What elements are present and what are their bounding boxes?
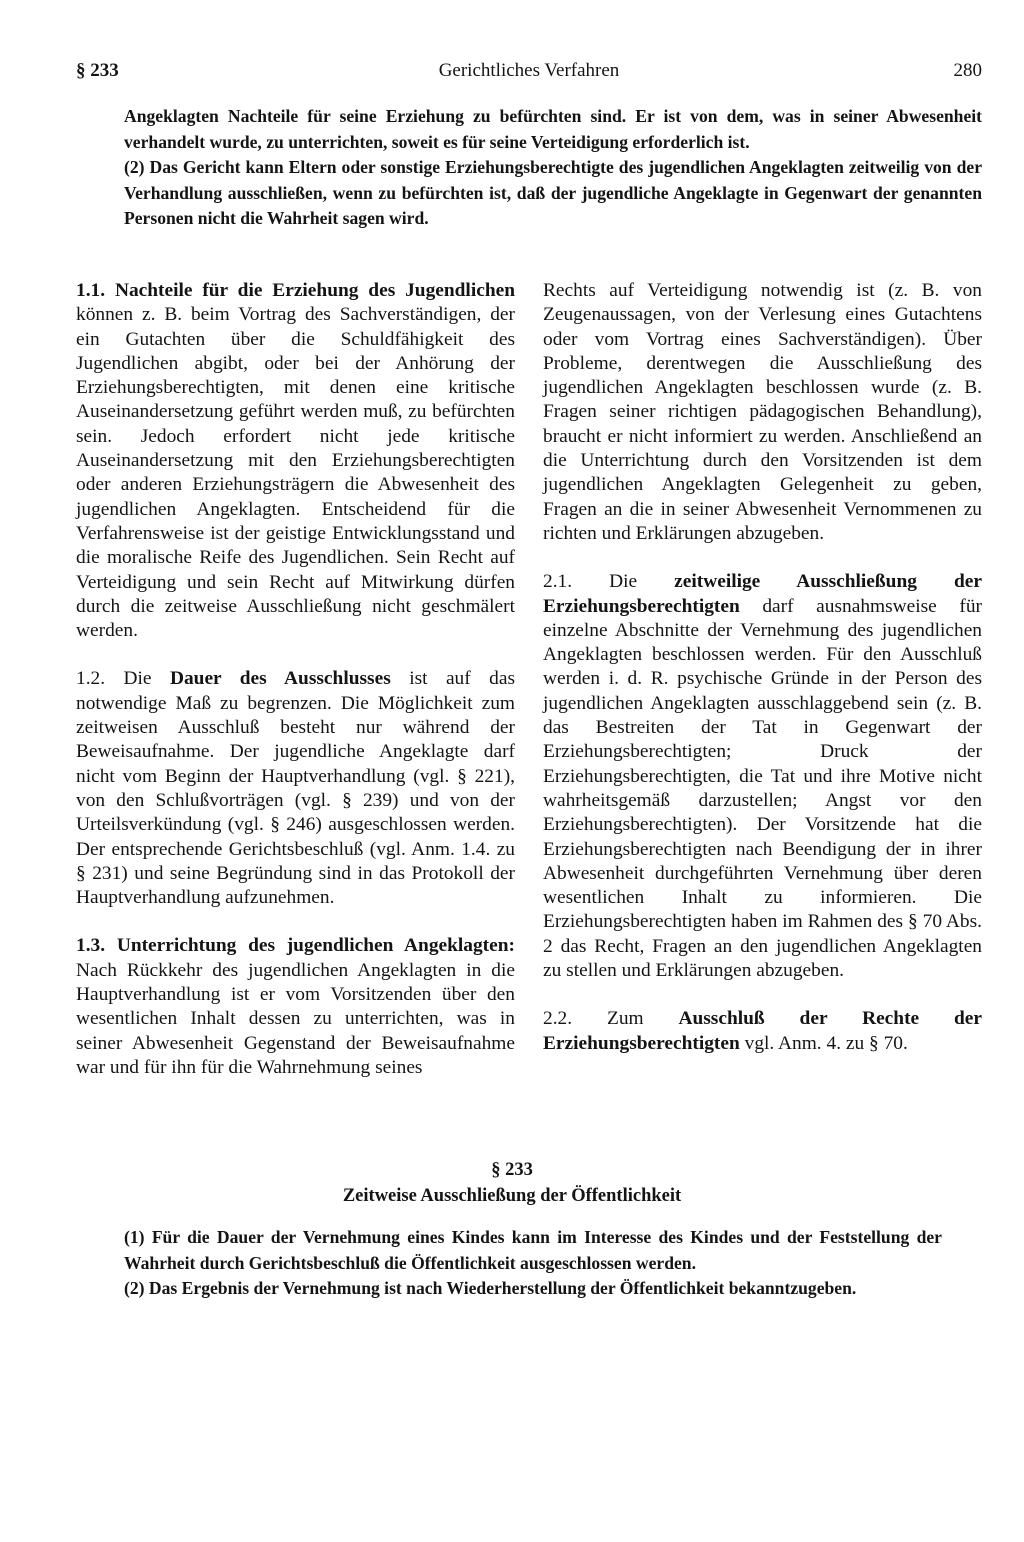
- note-1-3: [76, 934, 515, 1080]
- law-text-top: [124, 104, 982, 232]
- note-heading: Unterrichtung des jugendlichen Angeklagten:: [116, 935, 515, 957]
- note-pre: Die: [123, 668, 152, 690]
- note-number: 1.1.: [76, 280, 106, 301]
- note-text: darf ausnahmsweise für einzelne Abschnitte der Vernehmung des jugendlichen Angeklagten beschlossen werden. Für den Ausschluß werden i. d. R. psychische Gründe in der Person des jugendlichen Angeklagten ausschlaggebend sein (z. B. das Bestreiten der Tat in Gegenwart der Erziehungsberechtigten; Druck der Erziehungsberechtigten, die Tat und ihre Motive nicht wahrheitsgemäß darzustellen; Angst vor den Erziehungsberechtigten). Der Vorsitzende hat die Erziehungsberechtigten nach Beendigung der in ihrer Abwesenheit durchgeführten Vernehmung über deren wesentlichen Inhalt zu informieren. Die Erziehungsberechtigten haben im Rahmen des § 70 Abs. 2 das Recht, Fragen an den jugendlichen Angeklagten zu stellen und Erklärungen abzugeben.: [543, 595, 982, 982]
- note-heading: Dauer des Ausschlusses: [169, 668, 391, 690]
- page-header: [76, 60, 982, 88]
- page-number: 280: [953, 60, 982, 81]
- note-1-1: [76, 279, 515, 643]
- note-number: 1.2.: [76, 668, 106, 690]
- header-section-number: § 233: [76, 60, 119, 81]
- section-heading: [0, 1157, 1024, 1209]
- law-text-bottom: [124, 1225, 942, 1302]
- note-1-2: [76, 667, 515, 910]
- note-number: 1.3.: [76, 935, 106, 957]
- commentary-left-column: [76, 279, 515, 1104]
- law-paragraph: Angeklagten Nachteile für seine Erziehung zu befürchten sind. Er ist von dem, was in seiner Abwesenheit verhandelt wurde, zu unterrichten, soweit es für seine Verteidigung erforderlich ist.: [124, 106, 982, 152]
- note-1-3-continued: Rechts auf Verteidigung notwendig ist (z. B. von Zeugenaussagen, von der Verlesung eines Gutachtens oder vom Vortrag eines Sachverständigen). Über Probleme, derentwegen die Ausschließung des jugendlichen Angeklagten beschlossen wurde (z. B. Fragen seiner richtigen pädagogischen Behandlung), braucht er nicht informiert zu werden. Anschließend an die Unterrichtung durch den Vorsitzenden ist dem jugendlichen Angeklagten Gelegenheit zu geben, Fragen an die in seiner Abwesenheit Vernommenen zu richten und Erklärungen abzugeben.: [543, 280, 982, 544]
- note-2-2: [543, 1007, 982, 1056]
- note-2-1: [543, 570, 982, 983]
- note-pre: Zum: [606, 1008, 644, 1030]
- note-heading: Ausschluß der Rechte der Erziehungsberechtigten: [543, 1008, 982, 1054]
- note-number: 2.1.: [543, 571, 573, 593]
- note-pre: Die: [609, 571, 638, 593]
- note-heading: zeitweilige Ausschließung der Erziehungsberechtigten: [543, 571, 982, 617]
- section-number: § 233: [491, 1160, 533, 1180]
- note-text: vgl. Anm. 4. zu § 70.: [744, 1032, 908, 1054]
- header-title: Gerichtliches Verfahren: [438, 60, 620, 81]
- note-heading: Nachteile für die Erziehung des Jugendlichen: [114, 280, 515, 301]
- note-number: 2.2.: [543, 1008, 573, 1030]
- section-title: Zeitweise Ausschließung der Öffentlichkeit: [342, 1186, 682, 1206]
- law-paragraph: (1) Für die Dauer der Vernehmung eines Kindes kann im Interesse des Kindes und der Feststellung der Wahrheit durch Gerichtsbeschluß die Öffentlichkeit ausgeschlossen werden.: [124, 1227, 942, 1273]
- law-paragraph: (2) Das Gericht kann Eltern oder sonstige Erziehungsberechtigte des jugendlichen Angeklagten zeitweilig von der Verhandlung ausschließen, wenn zu befürchten ist, daß der jugendliche Angeklagte in Gegenwart der genannten Personen nicht die Wahrheit sagen wird.: [124, 157, 982, 228]
- law-paragraph: (2) Das Ergebnis der Vernehmung ist nach Wiederherstellung der Öffentlichkeit bekanntzugeben.: [124, 1278, 857, 1298]
- note-text: ist auf das notwendige Maß zu begrenzen. Die Möglichkeit zum zeitweisen Ausschluß besteht nur während der Beweisaufnahme. Der jugendliche Angeklagte darf nicht vom Beginn der Hauptverhandlung (vgl. § 221), von den Schlußvorträgen (vgl. § 239) und von der Urteilsverkündung (vgl. § 246) ausgeschlossen werden. Der entsprechende Gerichtsbeschluß (vgl. Anm. 1.4. zu § 231) und seine Begründung sind in das Protokoll der Hauptverhandlung aufzunehmen.: [76, 668, 515, 909]
- note-text: Nach Rückkehr des jugendlichen Angeklagten in die Hauptverhandlung ist er vom Vorsitzenden über den wesentlichen Inhalt dessen zu unterrichten, was in seiner Abwesenheit Gegenstand der Beweisaufnahme war und für ihn für die Wahrnehmung seines: [76, 959, 515, 1078]
- commentary-right-column: [543, 279, 982, 1080]
- note-text: können z. B. beim Vortrag des Sachverständigen, der ein Gutachten über die Schuldfähigkeit des Jugendlichen abgibt, oder bei der Anhörung der Erziehungsberechtigten, mit denen eine kritische Auseinandersetzung geführt werden muß, zu befürchten sein. Jedoch erfordert nicht jede kritische Auseinandersetzung mit den Erziehungsberechtigten oder anderen Erziehungsträgern die Abwesenheit des jugendlichen Angeklagten. Entscheidend für die Verfahrensweise ist der geistige Entwicklungsstand und die moralische Reife des Jugendlichen. Sein Recht auf Verteidigung und sein Recht auf Mitwirkung dürfen durch die zeitweise Ausschließung nicht geschmälert werden.: [76, 304, 515, 642]
